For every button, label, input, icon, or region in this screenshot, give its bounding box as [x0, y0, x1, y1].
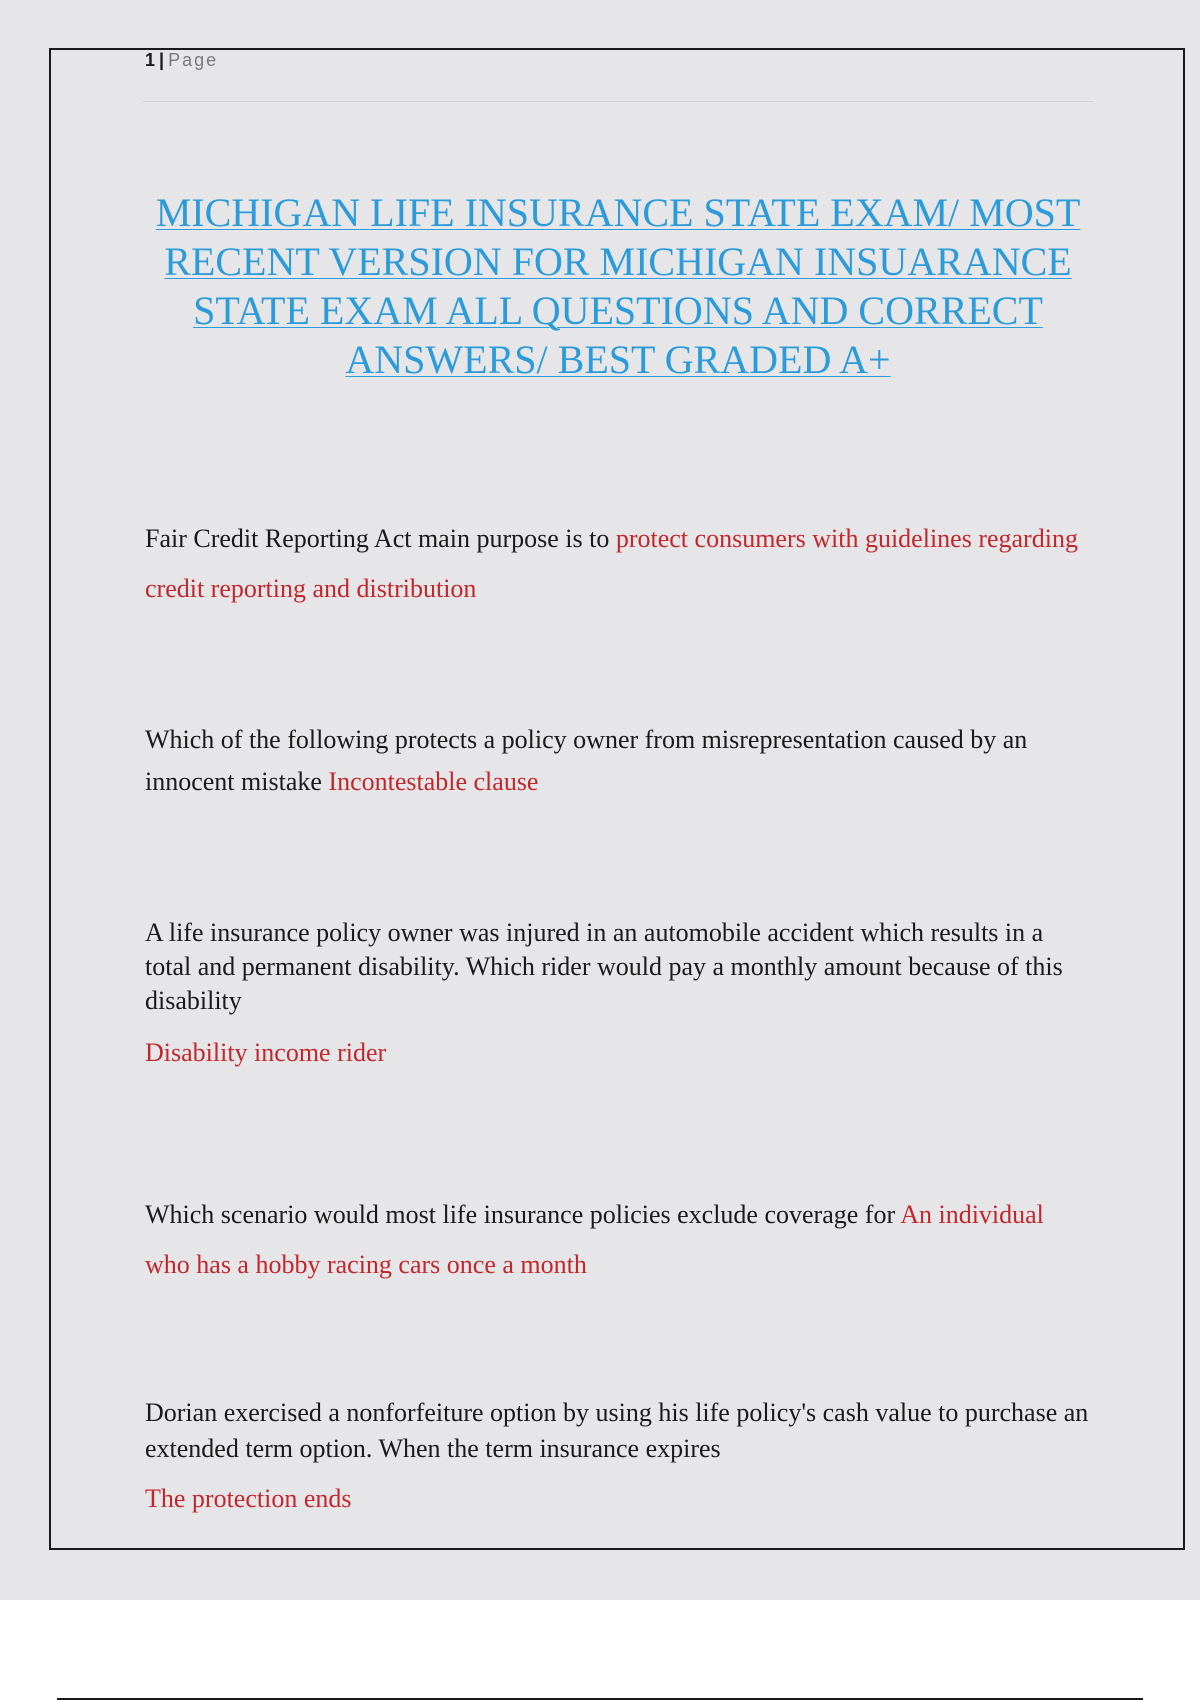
answer-text: protect consumers with guidelines regarding credit reporting and distribution [145, 524, 1078, 603]
document-title: MICHIGAN LIFE INSURANCE STATE EXAM/ MOST RECENT VERSION FOR MICHIGAN INSUARANCE STATE EXAM ALL QUESTIONS AND CORRECT ANSWERS/ BEST GRADED A+ [155, 190, 1081, 382]
question-text: Which of the following protects a policy owner from misrepresentation caused by an innocent mistake [145, 725, 1028, 796]
qa-item-3 [145, 916, 1090, 1070]
answer-text: Incontestable clause [328, 767, 539, 796]
question-text: Which scenario would most life insurance policies exclude coverage for [145, 1200, 896, 1229]
qa-item-1 [145, 514, 1090, 614]
page-header [145, 50, 218, 71]
header-divider [143, 101, 1093, 102]
page-label: Page [168, 50, 219, 70]
question-text: Dorian exercised a nonforfeiture option by using his life policy's cash value to purchase an extended term option. When the term insurance expires [145, 1398, 1089, 1463]
qa-item-4 [145, 1190, 1090, 1290]
answer-text: The protection ends [145, 1484, 352, 1513]
answer-text: Disability income rider [145, 1038, 387, 1067]
page-number: 1 [145, 50, 156, 70]
question-text: Fair Credit Reporting Act main purpose is to [145, 524, 610, 553]
qa-item-2 [145, 719, 1090, 803]
qa-item-5 [145, 1395, 1090, 1517]
answer-text: An individual who has a hobby racing cars once a month [145, 1200, 1044, 1279]
page-separator: | [159, 50, 165, 70]
question-text: A life insurance policy owner was injured in an automobile accident which results in a total and permanent disability. Which rider would pay a monthly amount because of this disability [145, 918, 1063, 1015]
